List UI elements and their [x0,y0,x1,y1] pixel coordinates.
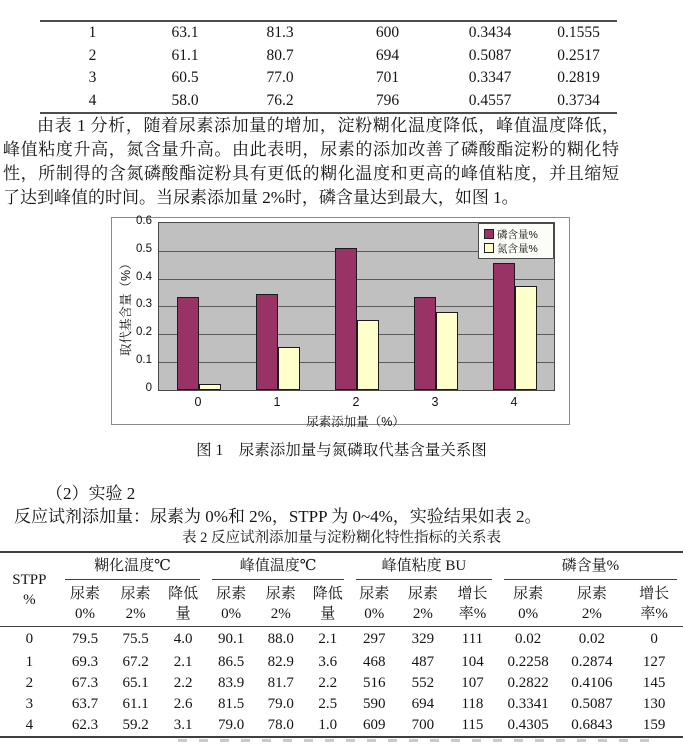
paragraph-line: 性，所制得的含氮磷酸酯淀粉具有更低的糊化温度和更高的峰值粘度，并且缩短 [3,164,619,183]
table-cell: 700 [411,717,435,733]
table-cell: 67.2 [122,654,149,670]
y-tick-label: 0.3 [136,298,152,310]
legend-swatch [484,229,494,239]
sub-column-header [160,581,207,627]
header-line: 尿素 [407,585,438,602]
table-row [0,673,683,694]
header-line: 降低 [168,585,199,602]
table-row [0,694,683,715]
group-header-label: 糊化温度℃ [65,554,201,580]
table-cell: 83.9 [218,675,245,691]
table-cell: 694 [375,46,400,64]
table-cell: 65.1 [122,675,149,691]
bar-氮含量% [357,320,379,390]
legend-entry [484,241,553,255]
table-cell: 796 [375,91,400,109]
table-cell: 81.5 [218,696,245,712]
sub-column-header [498,581,559,627]
section2-body-text: 反应试剂添加量：尿素为 0%和 2%，STPP 为 0~4%，实验结果如表 2。 [14,507,542,526]
y-tick-label: 0.4 [136,271,152,283]
table-cell: 487 [411,654,435,670]
y-tick-label: 0.6 [136,215,152,227]
header-line: 0% [364,605,385,622]
table-cell: 329 [411,631,435,647]
y-tick-label: 0 [145,382,152,394]
y-tick-label: 0.5 [136,243,152,255]
table-cell: 4 [25,717,34,733]
table-row [0,715,683,737]
table-cell: 0.5087 [468,46,512,64]
chart-x-axis-title: 尿素添加量（%） [306,415,405,429]
table-cell: 62.3 [71,717,99,733]
table-cell: 0.5087 [571,696,613,712]
bar-氮含量% [278,347,300,390]
legend-label: 磷含量% [497,228,538,241]
x-tick-label: 1 [273,395,281,409]
header-line: % [23,591,36,608]
group-header [498,552,683,581]
table-cell: 61.1 [122,696,149,712]
header-line: 尿素 [69,585,100,602]
table-cell: 2.1 [318,631,338,647]
table-cell: 0.3347 [468,69,512,86]
table-cell: 468 [363,654,386,670]
x-tick-label: 4 [510,395,518,409]
table-cell: 81.7 [267,675,294,691]
bar-磷含量% [493,263,515,390]
table-cell: 609 [363,717,386,733]
table-cell: 0 [650,631,658,647]
bar-氮含量% [199,384,221,390]
group-header-label: 磷含量% [504,554,677,580]
table-cell: 2.6 [173,696,193,712]
paragraph-line: 了达到峰值的时间。当尿素添加量 2%时，磷含量达到最大，如图 1。 [3,188,519,207]
sub-column-header [111,581,160,627]
header-line: 量 [320,605,336,622]
x-tick-label: 0 [194,395,202,409]
table-cell: 3 [25,696,34,712]
group-header-label: 峰值粘度 BU [356,554,492,580]
sub-column-header [558,581,625,627]
chart-legend [478,223,554,259]
sub-column-header [256,581,306,627]
table-cell: 701 [375,69,400,86]
table-cell: 60.5 [171,69,199,86]
table-cell: 590 [363,696,386,712]
table-cell: 2.1 [173,654,193,670]
sub-column-header [447,581,498,627]
header-line: 2% [125,605,146,622]
header-line: 降低 [312,585,343,602]
group-header [206,552,350,581]
table2 [0,551,683,738]
header-line: 尿素 [265,585,296,602]
bar-氮含量% [436,312,458,390]
table-cell: 297 [363,631,386,647]
header-line: 增长 [457,585,488,602]
chart-y-axis-title: 取代基含量（%） [119,257,133,356]
header-line: 率% [640,605,668,622]
table-cell: 1.0 [318,717,338,733]
group-header [350,552,498,581]
legend-entry [484,227,553,241]
table-cell: 127 [642,654,666,670]
table-row [40,90,617,114]
column-header-stpp [0,552,59,627]
table-cell: 111 [461,631,484,647]
table-header-row [0,552,683,581]
header-line: 尿素 [576,585,607,602]
table-cell: 694 [411,696,435,712]
table-cell: 2 [88,46,97,64]
table-cell: 76.2 [266,91,294,109]
table-cell: 0.3434 [468,24,512,41]
bar-磷含量% [335,248,357,390]
table-cell: 0.2819 [557,69,600,86]
bar-氮含量% [515,286,537,390]
table-cell: 79.0 [267,696,294,712]
paragraph-line: 由表 1 分析，随着尿素添加量的增加，淀粉糊化温度降低，峰值温度降低， [37,116,619,135]
table-cell: 69.3 [71,654,99,670]
table-row [0,627,683,653]
table-cell: 516 [363,675,386,691]
header-line: 2% [412,605,433,622]
sub-column-header [350,581,399,627]
header-line: 增长 [639,585,670,602]
sub-column-header [399,581,448,627]
table-cell: 0.02 [514,631,542,647]
table-row [0,652,683,673]
bar-磷含量% [414,297,436,390]
table-cell: 104 [461,654,484,670]
table-cell: 2.5 [318,696,338,712]
header-line: 量 [175,605,191,622]
table-cell: 0.1555 [557,24,600,41]
clipped-text-remnant [178,739,656,742]
table-cell: 4.0 [173,631,193,647]
bar-磷含量% [256,294,278,390]
table-cell: 552 [411,675,435,691]
header-line: 2% [270,605,291,622]
table-cell: 77.0 [266,69,294,86]
table-cell: 78.0 [267,717,294,733]
sub-column-header [59,581,112,627]
header-line: 0% [74,605,95,622]
table1-fragment [40,20,617,114]
table-row [40,45,617,68]
table-cell: 67.3 [71,675,99,691]
header-line: STPP [12,571,47,588]
table-cell: 0.6843 [571,717,613,733]
table-row [40,67,617,90]
table-cell: 130 [642,696,666,712]
group-header [59,552,207,581]
analysis-paragraph [3,114,619,210]
table-cell: 107 [461,675,484,691]
table-cell: 0.4305 [507,717,549,733]
table-cell: 0.3734 [557,91,600,109]
table-cell: 600 [375,24,400,41]
table-cell: 1 [88,24,97,41]
table-cell: 2.2 [318,675,338,691]
table-cell: 79.0 [218,717,245,733]
table-cell: 2 [25,675,34,691]
table-cell: 81.3 [266,24,294,41]
x-tick-label: 2 [352,395,360,409]
header-line: 尿素 [513,585,544,602]
header-line: 0% [518,605,539,622]
table-cell: 88.0 [267,631,294,647]
table-cell: 145 [642,675,666,691]
table-cell: 75.5 [122,631,149,647]
table-cell: 86.5 [218,654,245,670]
table-cell: 3 [88,69,97,86]
x-tick-label: 3 [431,395,439,409]
table-cell: 0.4557 [468,91,512,109]
figure1-bar-chart [111,215,570,429]
table-cell: 63.7 [71,696,99,712]
header-line: 尿素 [359,585,390,602]
table-cell: 159 [642,717,666,733]
table-cell: 0.2822 [507,675,549,691]
legend-label: 氮含量% [497,242,538,255]
sub-column-header [306,581,351,627]
header-line: 率% [458,605,487,622]
table-cell: 0.02 [578,631,605,647]
table-cell: 0.3341 [507,696,549,712]
sub-column-header [625,581,683,627]
table-cell: 58.0 [171,91,199,109]
table-cell: 59.2 [122,717,149,733]
section2-heading: （2）实验 2 [46,484,136,503]
legend-swatch [484,243,494,253]
table-cell: 0.2258 [507,654,549,670]
table-cell: 118 [461,696,484,712]
y-tick-label: 0.1 [136,354,152,366]
table-cell: 82.9 [267,654,294,670]
table-cell: 2.2 [173,675,193,691]
table-cell: 0 [25,631,34,647]
table-cell: 4 [88,91,97,109]
table-cell: 1 [25,654,34,670]
table-cell: 3.6 [318,654,338,670]
table-cell: 90.1 [218,631,245,647]
y-tick-label: 0.2 [136,326,152,338]
bar-磷含量% [177,297,199,390]
header-line: 尿素 [216,585,247,602]
figure1-caption: 图 1 尿素添加量与氮磷取代基含量关系图 [196,442,487,459]
table-cell: 80.7 [266,46,294,64]
table2-caption: 表 2 反应试剂添加量与淀粉糊化特性指标的关系表 [182,530,501,546]
header-line: 尿素 [120,585,151,602]
table-cell: 63.1 [171,24,199,41]
paragraph-line: 峰值粘度升高，氮含量升高。由此表明，尿素的添加改善了磷酸酯淀粉的糊化特 [3,140,619,159]
table-subheader-row [0,581,683,627]
header-line: 0% [221,605,242,622]
table-cell: 115 [461,717,484,733]
header-line: 2% [581,605,602,622]
table-cell: 3.1 [173,717,193,733]
table-cell: 61.1 [171,46,199,64]
group-header-label: 峰值温度℃ [212,554,344,580]
table-cell: 0.2874 [571,654,613,670]
table-row [40,21,617,45]
sub-column-header [206,581,256,627]
table-cell: 79.5 [71,631,99,647]
table-cell: 0.2517 [557,46,600,64]
table-cell: 0.4106 [571,675,613,691]
